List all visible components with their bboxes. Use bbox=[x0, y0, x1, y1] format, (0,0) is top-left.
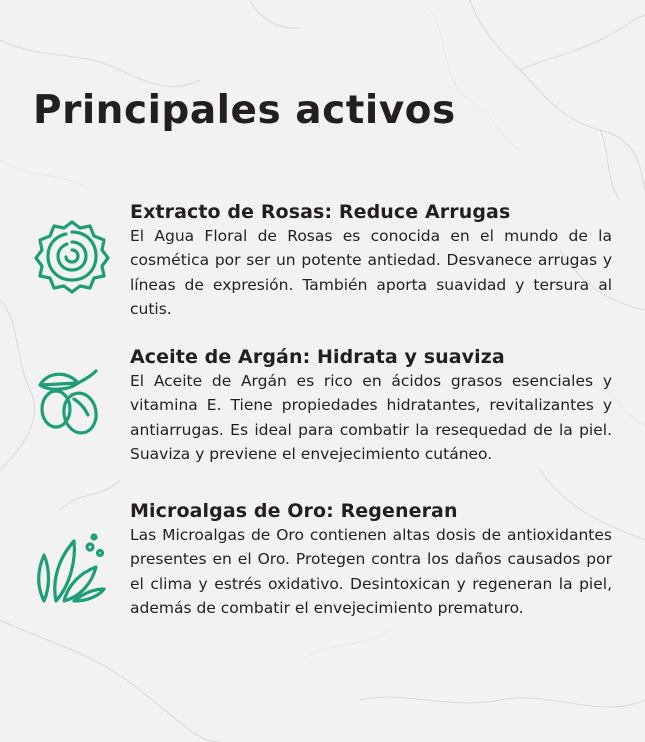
section-title: Aceite de Argán: Hidrata y suaviza bbox=[130, 346, 505, 368]
section-title: Extracto de Rosas: Reduce Arrugas bbox=[130, 201, 511, 223]
rose-icon bbox=[34, 218, 110, 294]
algae-icon bbox=[34, 529, 110, 605]
section-body: El Aceite de Argán es rico en ácidos grasos esenciales y vitamina E. Tiene propiedades hidratantes, revitalizantes y antiarrugas. Es ideal para combatir la resequedad de la piel. Suaviza y previene el envejecimiento cutáneo. bbox=[130, 372, 612, 463]
rose-text-block bbox=[130, 200, 612, 321]
section-body: El Agua Floral de Rosas es conocida en el mundo de la cosmética por ser un potente antiedad. Desvanece arrugas y líneas de expresión. También aporta suavidad y tersura al cutis. bbox=[130, 227, 612, 318]
section-body: Las Microalgas de Oro contienen altas dosis de antioxidantes presentes en el Oro. Protegen contra los daños causados por el clima y estrés oxidativo. Desintoxican y regeneran la piel, además de combatir el envejecimiento prematuro. bbox=[130, 526, 612, 617]
argan-text-block bbox=[130, 345, 612, 466]
section-title: Microalgas de Oro: Regeneran bbox=[130, 500, 458, 522]
argan-fruit-icon bbox=[34, 363, 110, 439]
algae-text-block bbox=[130, 499, 612, 620]
page-title: Principales activos bbox=[33, 88, 456, 133]
